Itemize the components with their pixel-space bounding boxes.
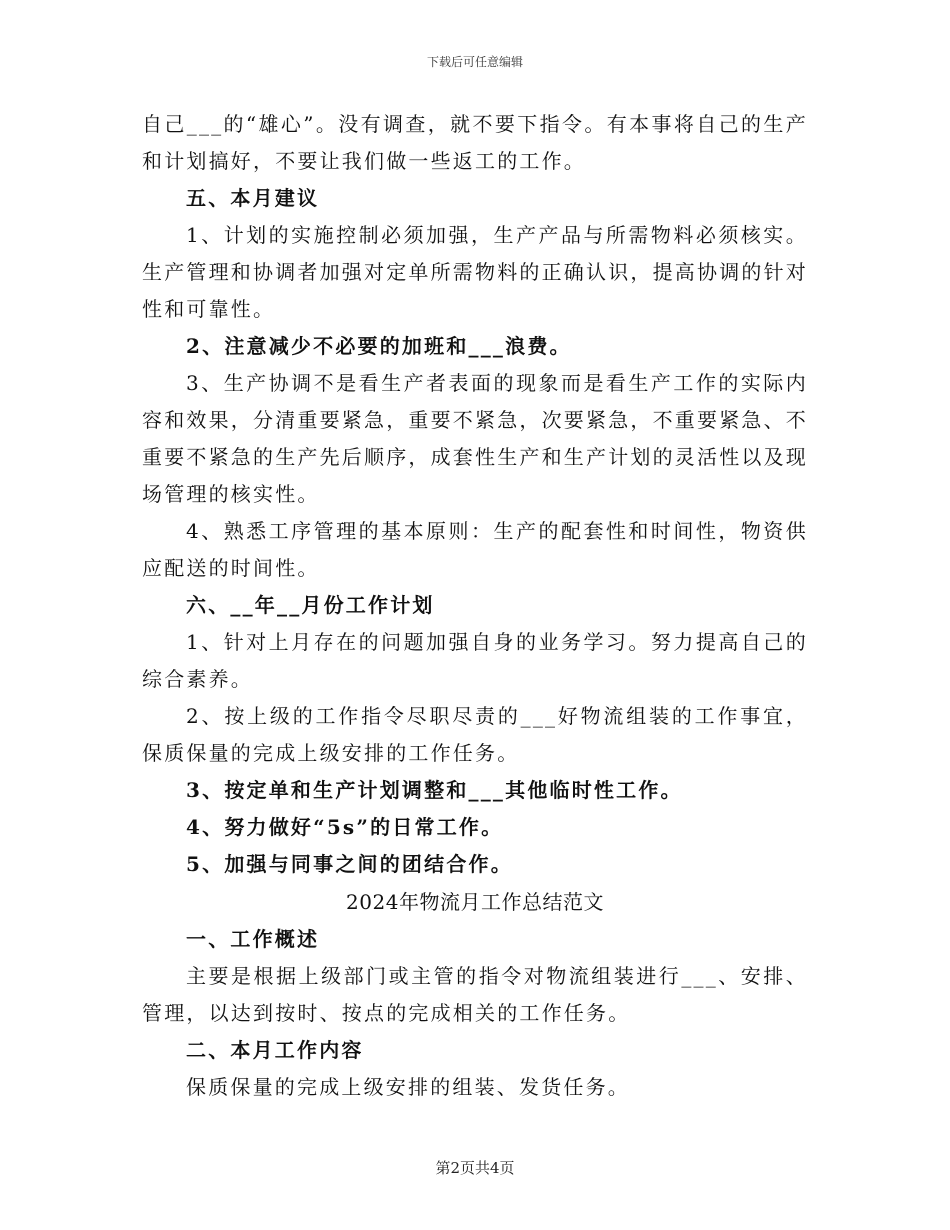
page-number: 第2页共4页 bbox=[435, 1159, 515, 1177]
document-title: 2024年物流月工作总结范文 bbox=[346, 890, 604, 914]
document-body bbox=[142, 106, 808, 1106]
plan-item-5: 5、加强与同事之间的团结合作。 bbox=[186, 852, 513, 876]
suggestion-item-2: 2、注意减少不必要的加班和___浪费。 bbox=[186, 334, 572, 358]
section-heading-5: 五、本月建议 bbox=[186, 186, 320, 210]
suggestion-item-1: 1、计划的实施控制必须加强，生产产品与所需物料必须核实。生产管理和协调者加强对定单所需物料的正确认识，提高协调的针对性和可靠性。 bbox=[142, 223, 808, 321]
page-header-note: 下载后可任意编辑 bbox=[426, 55, 523, 69]
overview-paragraph: 主要是根据上级部门或主管的指令对物流组装进行___、安排、管理，以达到按时、按点的完成相关的工作任务。 bbox=[142, 964, 808, 1025]
section-heading-work-content: 二、本月工作内容 bbox=[186, 1038, 364, 1062]
section-heading-6: 六、__年__月份工作计划 bbox=[186, 593, 435, 617]
plan-item-4: 4、努力做好“5s”的日常工作。 bbox=[186, 815, 504, 839]
plan-item-1: 1、针对上月存在的问题加强自身的业务学习。努力提高自己的综合素养。 bbox=[142, 630, 808, 691]
plan-item-3: 3、按定单和生产计划调整和___其他临时性工作。 bbox=[186, 778, 683, 802]
suggestion-item-3: 3、生产协调不是看生产者表面的现象而是看生产工作的实际内容和效果，分清重要紧急，重要不紧急，次要紧急，不重要紧急、不重要不紧急的生产先后顺序，成套性生产和生产计划的灵活性以及现场管理的核实性。 bbox=[142, 371, 808, 506]
plan-item-2: 2、按上级的工作指令尽职尽责的___好物流组装的工作事宜，保质保量的完成上级安排的工作任务。 bbox=[142, 704, 808, 765]
suggestion-item-4: 4、熟悉工序管理的基本原则：生产的配套性和时间性，物资供应配送的时间性。 bbox=[142, 519, 808, 580]
section-heading-overview: 一、工作概述 bbox=[186, 927, 320, 951]
work-content-paragraph: 保质保量的完成上级安排的组装、发货任务。 bbox=[186, 1075, 630, 1099]
paragraph-continued: 自己___的“雄心”。没有调查，就不要下指令。有本事将自己的生产和计划搞好，不要让我们做一些返工的工作。 bbox=[142, 112, 808, 173]
